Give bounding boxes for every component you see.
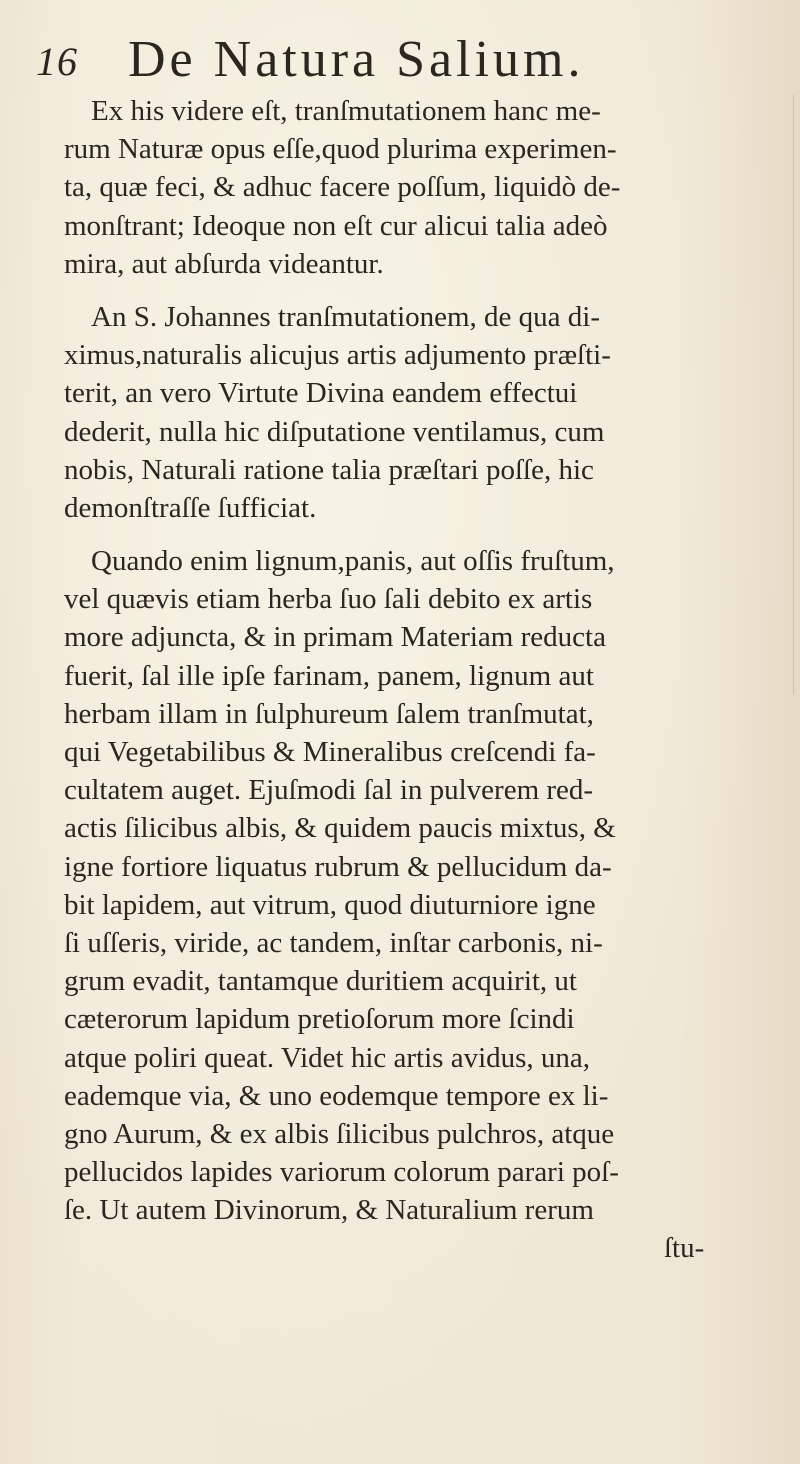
text-line: pellucidos lapides variorum colorum parari poſ-: [64, 1156, 619, 1189]
running-header: [36, 30, 756, 90]
title-word-de: De: [128, 31, 197, 88]
text-line: qui Vegetabilibus & Mineralibus creſcendi fa-: [64, 736, 596, 768]
paragraph-2: [64, 298, 786, 527]
text-line: rum Naturæ opus eſſe,quod plurima experimen-: [64, 133, 617, 166]
text-line: ximus,naturalis alicujus artis adjumento præſti-: [64, 339, 611, 372]
running-title: [128, 30, 584, 90]
text-line: terit, an vero Virtute Divina eandem effectui: [64, 377, 578, 410]
page-number: 16: [36, 39, 78, 84]
text-line: herbam illam in ſulphureum ſalem tranſmutat,: [64, 697, 594, 730]
text-line: dederit, nulla hic diſputatione ventilamus, cum: [64, 415, 605, 448]
text-line: ſi uſſeris, viride, ac tandem, inſtar carbonis, ni-: [64, 926, 603, 959]
text-line: gno Aurum, & ex albis ſilicibus pulchros, atque: [64, 1117, 615, 1150]
text-line: An S. Johannes tranſmutationem, de qua di-: [91, 300, 601, 333]
title-word-salium: Salium.: [396, 31, 585, 88]
text-line: monſtrant; Ideoque non eſt cur alicui talia adeò: [64, 209, 608, 242]
text-line: demonſtraſſe ſufficiat.: [64, 491, 317, 524]
text-line: grum evadit, tantamque duritiem acquirit, ut: [64, 965, 577, 998]
text-line: more adjuncta, & in primam Materiam reducta: [64, 621, 606, 654]
body-text: [64, 92, 786, 1268]
text-line: vel quævis etiam herba ſuo ſali debito ex artis: [64, 583, 593, 616]
text-line: eademque via, & uno eodemque tempore ex li-: [64, 1079, 609, 1112]
text-line: Ex his videre eſt, tranſmutationem hanc me-: [91, 95, 601, 127]
paragraph-1: [64, 92, 786, 283]
text-line: ta, quæ feci, & adhuc facere poſſum, liquidò de-: [64, 171, 621, 204]
page-edge: [787, 95, 794, 695]
paragraph-gap: [64, 283, 786, 298]
text-line: bit lapidem, aut vitrum, quod diuturniore igne: [64, 888, 596, 921]
text-line: fuerit, ſal ille ipſe farinam, panem, lignum aut: [64, 659, 594, 692]
paragraph-3: [64, 542, 786, 1229]
text-line: cultatem auget. Ejuſmodi ſal in pulverem red-: [64, 774, 594, 807]
text-line: Quando enim lignum,panis, aut oſſis fruſtum,: [91, 545, 615, 578]
text-line: actis ſilicibus albis, & quidem paucis mixtus, &: [64, 812, 616, 845]
text-line: mira, aut abſurda videantur.: [64, 247, 384, 280]
text-line: ſe. Ut autem Divinorum, & Naturalium rerum: [64, 1194, 594, 1227]
text-line: igne fortiore liquatus rubrum & pellucidum da-: [64, 850, 612, 883]
text-line: cæterorum lapidum pretioſorum more ſcindi: [64, 1003, 575, 1036]
text-line: nobis, Naturali ratione talia præſtari poſſe, hic: [64, 453, 594, 486]
text-line: atque poliri queat. Videt hic artis avidus, una,: [64, 1041, 591, 1074]
paragraph-gap: [64, 527, 786, 542]
title-word-natura: Natura: [213, 31, 380, 88]
catchword: ſtu-: [664, 1232, 705, 1265]
